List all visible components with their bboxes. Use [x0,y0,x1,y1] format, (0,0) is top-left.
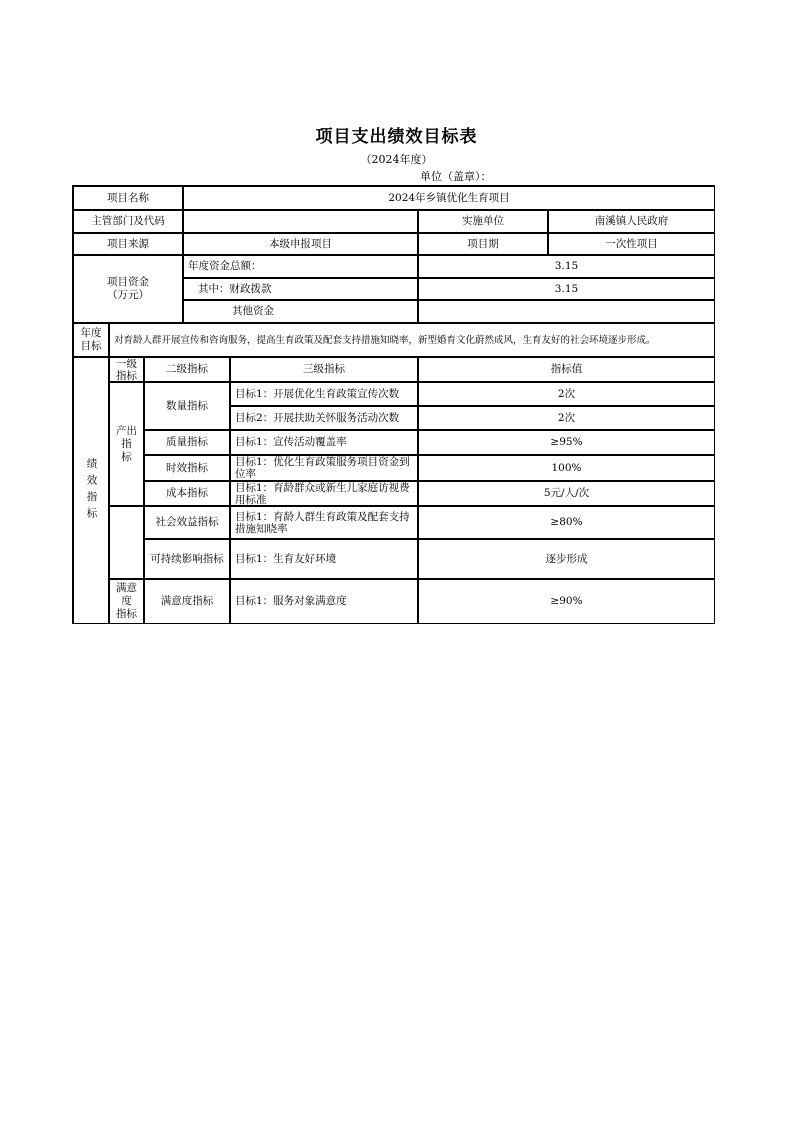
col-level1-header: 一级 指标 [109,357,144,382]
project-name-value: 2024年乡镇优化生育项目 [183,186,715,210]
satisfaction-indicator-label: 满意度 指标 [109,579,144,624]
sustainability-target-1-value: 逐步形成 [418,539,715,579]
timeliness-indicator-label: 时效指标 [144,455,230,481]
performance-table [72,185,715,624]
timeliness-target-1-value: 100% [418,455,715,481]
funds-total-label: 年度资金总额： [183,255,418,278]
funds-fiscal-label: 其中：财政拨款 [183,278,418,300]
quantity-target-2-value: 2次 [418,406,715,430]
quality-indicator-label: 质量指标 [144,430,230,455]
period-value: 一次性项目 [548,233,715,255]
impl-unit-label: 实施单位 [418,210,548,233]
page-title: 项目支出绩效目标表 [315,127,478,147]
funds-other-label: 其他资金 [183,300,418,323]
satisfaction-sub-indicator-label: 满意度指标 [144,579,230,624]
quantity-target-1: 目标1：开展优化生育政策宣传次数 [230,382,418,406]
indicators-section-label: 绩效指标 [73,357,109,624]
funds-fiscal-value: 3.15 [418,278,715,300]
year-label: （2024年度） [360,153,433,166]
source-value: 本级申报项目 [183,233,418,255]
annual-goal-label: 年度 目标 [73,323,109,357]
project-name-label: 项目名称 [73,186,183,210]
quantity-target-1-value: 2次 [418,382,715,406]
col-level2-header: 二级指标 [144,357,230,382]
period-label: 项目期 [418,233,548,255]
sustainability-target-1: 目标1：生育友好环境 [230,539,418,579]
dept-label: 主管部门及代码 [73,210,183,233]
timeliness-target-1: 目标1：优化生育政策服务项目资金到位率 [230,455,418,481]
dept-value [183,210,418,233]
unit-stamp-label: 单位（盖章）： [420,170,492,183]
social-benefit-target-1-value: ≥80% [418,506,715,539]
funds-total-value: 3.15 [418,255,715,278]
sustainability-indicator-label: 可持续影响指标 [144,539,230,579]
satisfaction-target-1-value: ≥90% [418,579,715,624]
funds-other-value [418,300,715,323]
quantity-indicator-label: 数量指标 [144,382,230,430]
effect-indicator-label [109,506,144,579]
impl-unit-value: 南溪镇人民政府 [548,210,715,233]
cost-target-1: 目标1：育龄群众或新生儿家庭访视费用标准 [230,481,418,506]
quality-target-1: 目标1：宣传活动覆盖率 [230,430,418,455]
source-label: 项目来源 [73,233,183,255]
col-level3-header: 三级指标 [230,357,418,382]
col-value-header: 指标值 [418,357,715,382]
output-indicator-label: 产出指 标 [109,382,144,506]
social-benefit-target-1: 目标1：育龄人群生育政策及配套支持措施知晓率 [230,506,418,539]
social-benefit-indicator-label: 社会效益指标 [144,506,230,539]
cost-target-1-value: 5元/人/次 [418,481,715,506]
annual-goal-text: 对育龄人群开展宣传和咨询服务，提高生育政策及配套支持措施知晓率，新型婚育文化蔚然成风，生育友好的社会环境逐步形成。 [109,323,715,357]
funds-label: 项目资金 （万元） [73,255,183,323]
quality-target-1-value: ≥95% [418,430,715,455]
quantity-target-2: 目标2：开展扶助关怀服务活动次数 [230,406,418,430]
satisfaction-target-1: 目标1：服务对象满意度 [230,579,418,624]
cost-indicator-label: 成本指标 [144,481,230,506]
